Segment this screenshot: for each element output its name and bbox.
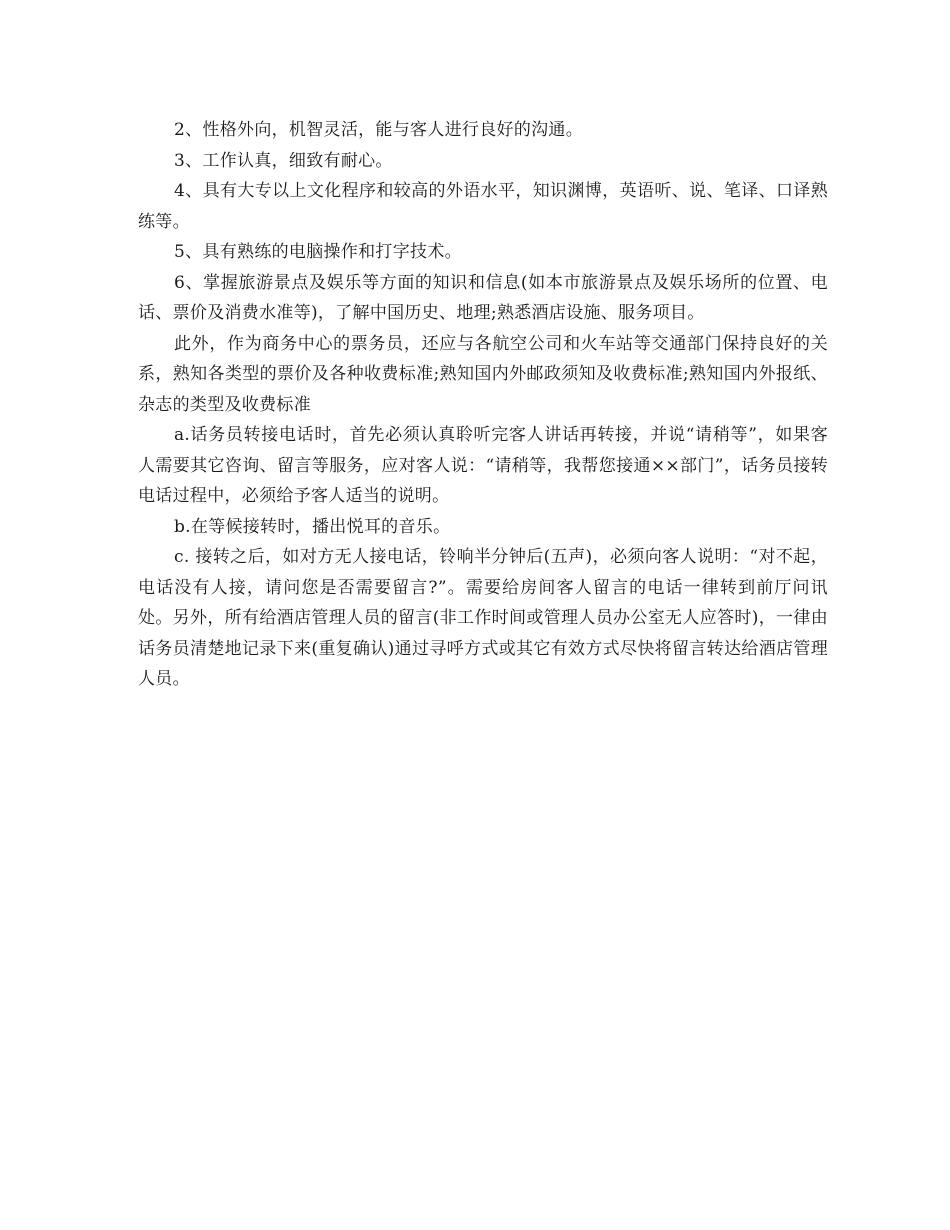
- procedure-item-c: c. 接转之后，如对方无人接电话，铃响半分钟后(五声)，必须向客人说明：“对不起，电话没有人接，请问您是否需要留言?”。需要给房间客人留言的电话一律转到前厅问讯处。另外，所有给酒店管理人员的留言(非工作时间或管理人员办公室无人应答时)，一律由话务员清楚地记录下来(重复确认)通过寻呼方式或其它有效方式尽快将留言转达给酒店管理人员。: [138, 547, 828, 689]
- requirement-item-4: 4、具有大专以上文化程序和较高的外语水平，知识渊博，英语听、说、笔译、口译熟练等。: [138, 181, 828, 232]
- procedure-item-a: a.话务员转接电话时，首先必须认真聆听完客人讲话再转接，并说“请稍等”，如果客人需要其它咨询、留言等服务，应对客人说：“请稍等，我帮您接通××部门”，话务员接转电话过程中，必须给予客人适当的说明。: [138, 425, 828, 506]
- procedure-item-b: b.在等候接转时，播出悦耳的音乐。: [174, 516, 451, 537]
- requirement-item-3: 3、工作认真，细致有耐心。: [174, 150, 393, 171]
- requirement-item-2: 2、性格外向，机智灵活，能与客人进行良好的沟通。: [174, 120, 584, 140]
- requirement-item-6: 6、掌握旅游景点及娱乐等方面的知识和信息(如本市旅游景点及娱乐场所的位置、电话、票价及消费水准等)，了解中国历史、地理;熟悉酒店设施、服务项目。: [138, 272, 828, 323]
- requirement-item-5: 5、具有熟练的电脑操作和打字技术。: [174, 242, 462, 262]
- document-body: [138, 115, 828, 695]
- ticket-clerk-paragraph: 此外，作为商务中心的票务员，还应与各航空公司和火车站等交通部门保持良好的关系，熟知各类型的票价及各种收费标准;熟知国内外邮政须知及收费标准;熟知国内外报纸、杂志的类型及收费标准: [138, 333, 828, 415]
